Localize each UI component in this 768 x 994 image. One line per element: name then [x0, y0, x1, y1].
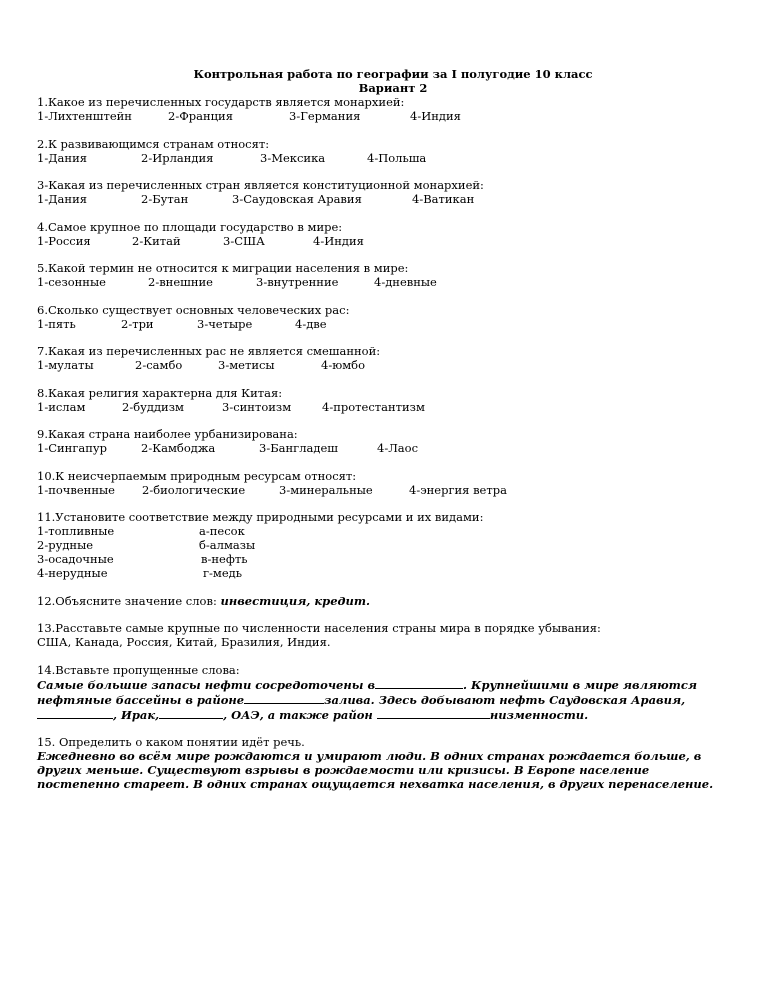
question-3: 3-Какая из перечисленных стран является конституционной монархией: — [37, 178, 484, 192]
answer-option-3: 3-Германия — [289, 109, 361, 123]
answer-option-2: 2-три — [121, 316, 154, 331]
fill-text-7: низменности. — [489, 707, 589, 722]
question-9: 9.Какая страна наиболее урбанизирована: — [37, 427, 298, 441]
fill-text-1: Самые большие запасы нефти сосредоточены в — [37, 677, 376, 692]
question-12-terms: инвестиция, кредит. — [220, 593, 371, 608]
match-left-4: 4-нерудные — [37, 566, 108, 580]
question-13-countries: США, Канада, Россия, Китай, Бразилия, Индия. — [37, 635, 331, 649]
answer-option-3: 3-метисы — [218, 358, 275, 372]
question-2: 2.К развивающимся странам относят: — [37, 136, 270, 151]
match-left-1: 1-топливные — [37, 524, 115, 538]
match-right-b: б-алмазы — [199, 538, 256, 552]
question-15-line: постепенно стареет. В одних странах ощущается нехватка населения, в других перенаселение. — [37, 777, 714, 791]
multiple-choice-section — [37, 95, 737, 510]
question-15-paragraph — [37, 749, 747, 791]
fill-text-5: , Ирак, — [113, 707, 160, 722]
blank-3[interactable] — [37, 707, 113, 719]
match-right-d: г-медь — [203, 566, 243, 580]
answer-options — [37, 483, 737, 497]
match-right-c: в-нефть — [201, 552, 248, 566]
question-11: 11.Установите соответствие между природными ресурсами и их видами: — [37, 510, 484, 524]
answer-option-2: 2-внешние — [148, 275, 213, 289]
answer-option-2: 2-Ирландия — [141, 150, 214, 165]
answer-option-4: 4-Индия — [410, 109, 461, 123]
answer-option-1: 1-почвенные — [37, 482, 115, 497]
fill-text-2: . Крупнейшими в мире являются — [463, 677, 697, 692]
answer-option-2: 2-Бутан — [141, 192, 189, 206]
question-15-line: Ежедневно во всём мире рождаются и умирают люди. В одних странах рождается больше, в — [37, 749, 702, 763]
answer-option-3: 3-синтоизм — [222, 399, 292, 414]
question-14-fill-text — [37, 677, 747, 722]
answer-option-2: 2-Франция — [168, 109, 233, 123]
match-right-a: а-песок — [199, 524, 245, 538]
question-13: 13.Расставьте самые крупные по численности населения страны мира в порядке убывания: — [37, 621, 601, 635]
answer-option-1: 1-сезонные — [37, 275, 106, 289]
answer-options — [37, 234, 737, 248]
answer-option-1: 1-Дания — [37, 192, 87, 206]
answer-options — [37, 151, 737, 165]
answer-option-1: 1-ислам — [37, 399, 86, 414]
match-left-3: 3-осадочные — [37, 552, 114, 566]
answer-option-2: 2-Камбоджа — [141, 441, 216, 455]
answer-options — [37, 192, 737, 206]
answer-option-2: 2-биологические — [142, 482, 246, 497]
answer-options — [37, 358, 737, 372]
answer-option-3: 3-минеральные — [279, 482, 373, 497]
fill-text-6: , ОАЭ, а также район — [223, 707, 373, 722]
blank-4[interactable] — [159, 707, 223, 719]
question-8: 8.Какая религия характерна для Китая: — [37, 385, 283, 400]
answer-option-2: 2-самбо — [135, 358, 183, 372]
answer-option-1: 1-Дания — [37, 150, 87, 165]
document-title: Контрольная работа по географии за I полугодие 10 класс — [193, 67, 593, 81]
answer-option-4: 4-Лаос — [377, 441, 419, 455]
blank-2[interactable] — [244, 692, 324, 704]
answer-option-3: 3-Саудовская Аравия — [232, 192, 362, 206]
match-left-2: 2-рудные — [37, 538, 94, 552]
fill-text-4: залива. Здесь добывают нефть Саудовская Аравия, — [324, 692, 686, 707]
question-15: 15. Определить о каком понятии идёт речь. — [37, 735, 305, 749]
question-12 — [37, 594, 737, 608]
answer-option-2: 2-буддизм — [122, 399, 184, 414]
variant-label: Вариант 2 — [358, 81, 428, 95]
answer-option-4: 4-юмбо — [321, 358, 366, 372]
answer-option-4: 4-дневные — [374, 275, 437, 289]
answer-option-3: 3-Мексика — [260, 150, 326, 165]
question-12-text: 12.Объясните значение слов: — [37, 593, 221, 608]
question-14: 14.Вставьте пропущенные слова: — [37, 662, 240, 677]
answer-option-1: 1-мулаты — [37, 358, 94, 372]
answer-option-1: 1-Лихтенштейн — [37, 109, 132, 123]
question-7: 7.Какая из перечисленных рас не является смешанной: — [37, 344, 381, 358]
answer-option-3: 3-внутренние — [256, 275, 339, 289]
answer-option-4: 4-Индия — [313, 233, 364, 248]
answer-option-3: 3-Бангладеш — [259, 441, 338, 455]
answer-option-4: 4-энергия ветра — [409, 482, 507, 497]
answer-option-4: 4-две — [295, 316, 327, 331]
answer-option-1: 1-Россия — [37, 233, 91, 248]
matching-table — [37, 524, 737, 580]
answer-option-4: 4-протестантизм — [322, 399, 425, 414]
fill-text-3: нефтяные бассейны в районе — [37, 692, 245, 707]
blank-1[interactable] — [375, 677, 463, 689]
answer-options — [37, 400, 737, 414]
question-15-line: других меньше. Существуют взрывы в рождаемости или кризисы. В Европе население — [37, 763, 650, 777]
answer-option-2: 2-Китай — [132, 233, 181, 248]
question-1: 1.Какое из перечисленных государств является монархией: — [37, 95, 405, 109]
test-document — [37, 67, 737, 791]
answer-option-4: 4-Ватикан — [412, 192, 475, 206]
answer-options — [37, 275, 737, 289]
question-4: 4.Самое крупное по площади государство в мире: — [37, 219, 343, 234]
answer-option-4: 4-Польша — [367, 150, 427, 165]
answer-options — [37, 317, 737, 331]
answer-option-3: 3-четыре — [197, 316, 253, 331]
question-10: 10.К неисчерпаемым природным ресурсам относят: — [37, 468, 357, 483]
answer-option-1: 1-Сингапур — [37, 441, 108, 455]
answer-option-1: 1-пять — [37, 316, 76, 331]
answer-options — [37, 441, 737, 455]
question-5: 5.Какой термин не относится к миграции населения в мире: — [37, 261, 409, 275]
answer-option-3: 3-США — [223, 233, 265, 248]
question-6: 6.Сколько существует основных человеческих рас: — [37, 302, 350, 317]
answer-options — [37, 109, 737, 123]
blank-5[interactable] — [377, 707, 490, 719]
